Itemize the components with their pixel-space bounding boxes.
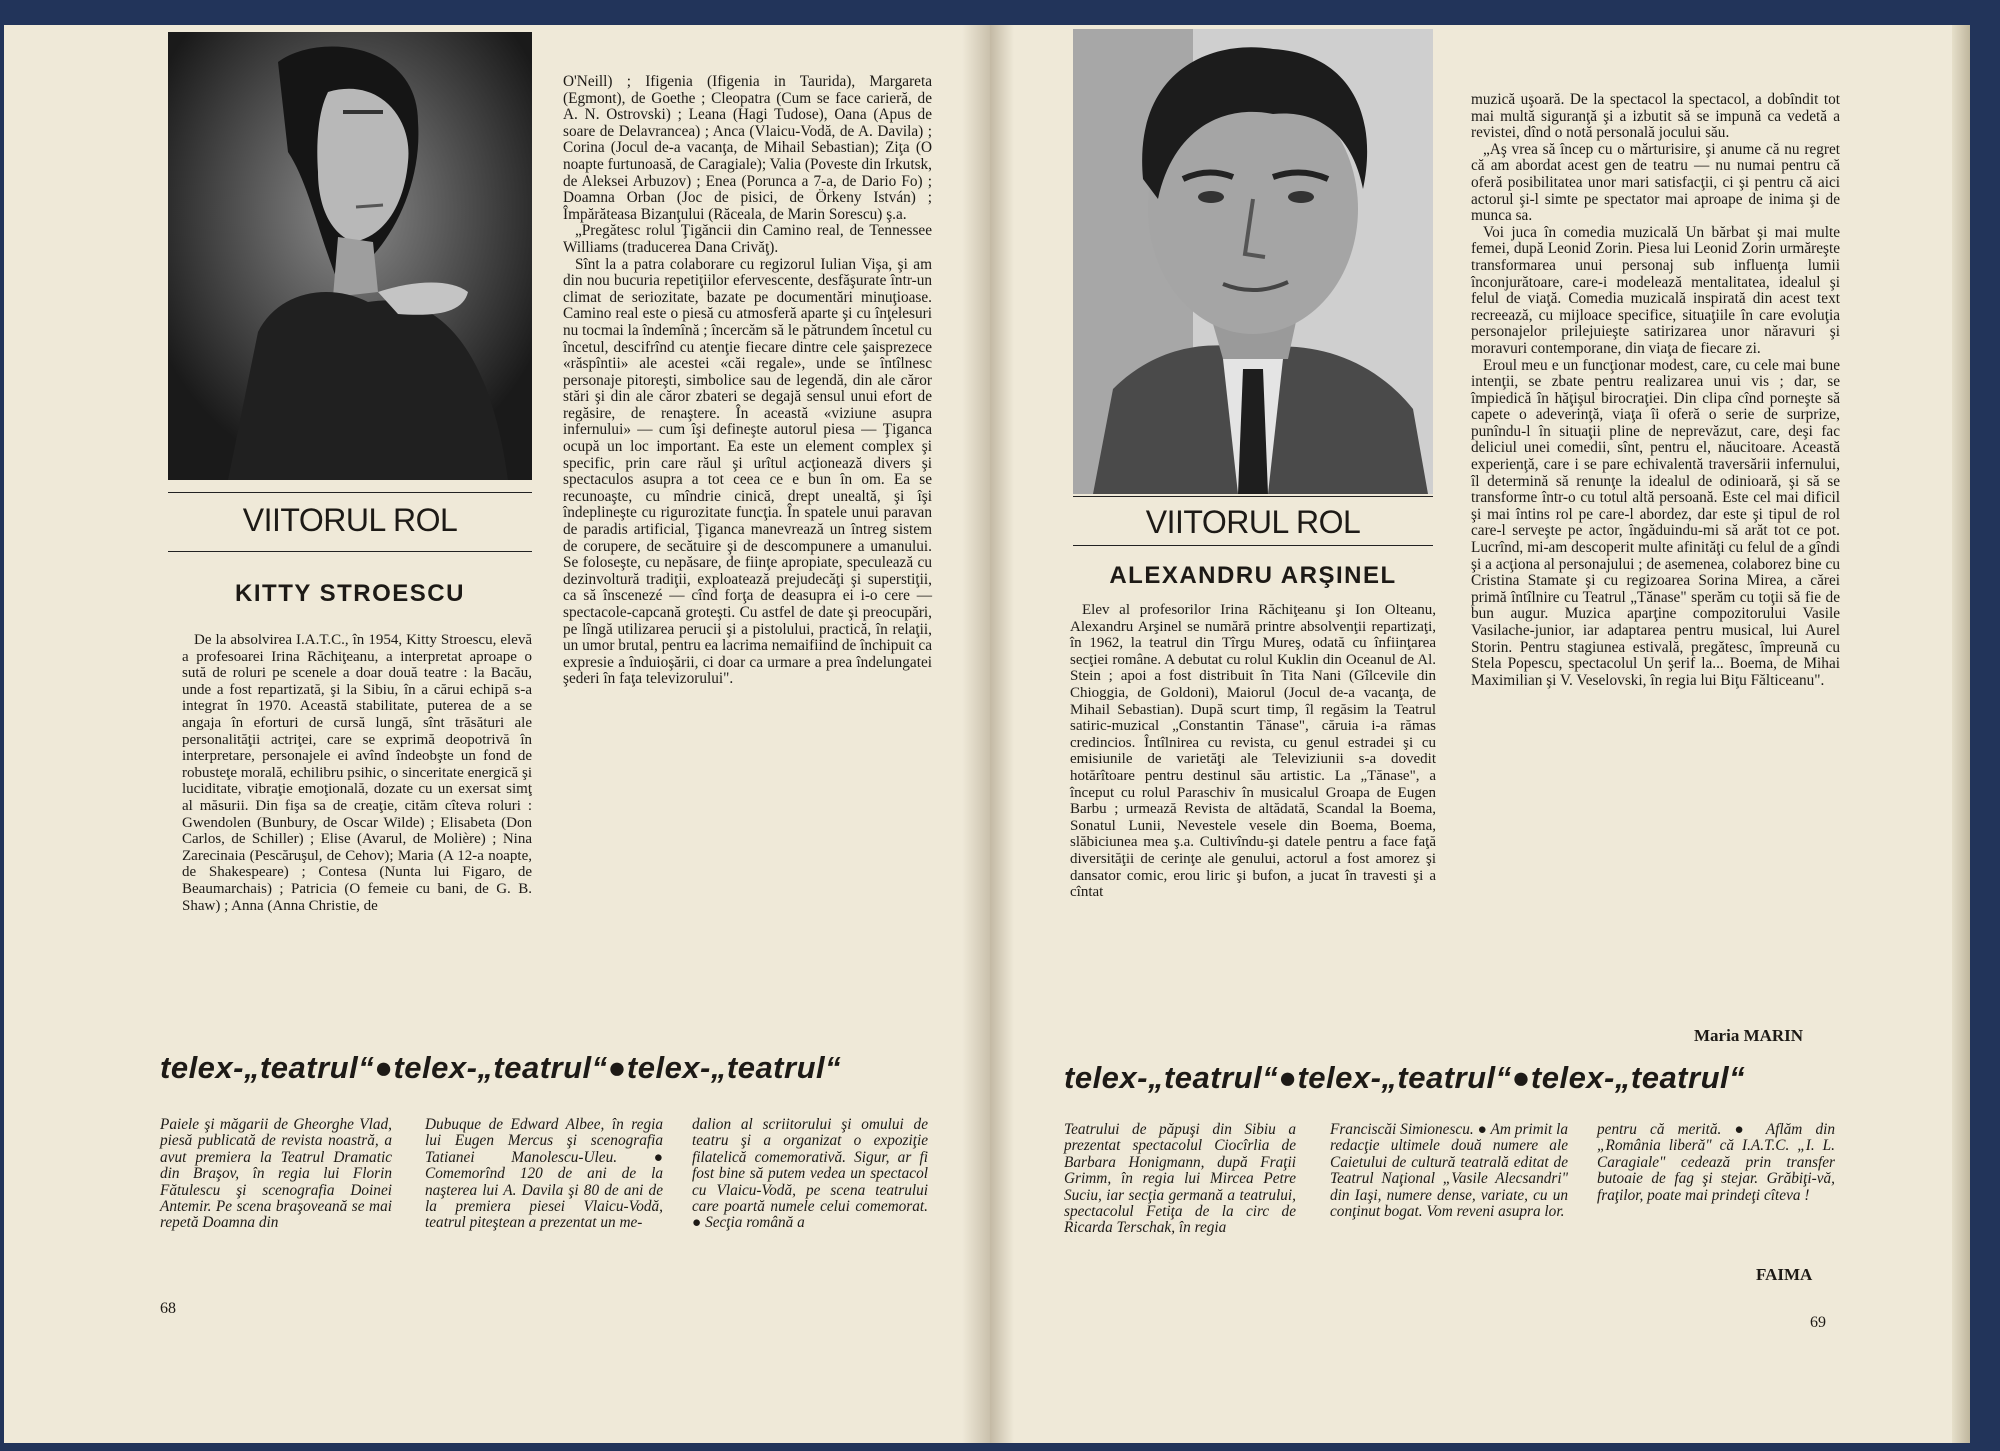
telex-column-2: Dubuque de Edward Albee, în regia lui Eugen Mercus şi scenografia Tatianei Manolescu-Uleu. ● Comemorînd 120 de ani de la naşterea lui A. Davila şi 80 de ani de la premiera piesei Vlaicu-Vodă, teatrul piteştean a prezentat un me- <box>425 1116 663 1232</box>
author-signature: Maria MARIN <box>1694 1026 1804 1045</box>
telex-column-3: dalion al scriitorului şi omului de teatru şi a organizat o expoziţie filatelică comemorativă. Sigur, ar fi fost bine să putem vedea un spectacol cu Vlaicu-Vodă, pe scena teatrului care poartă numele celui comemorat. ● Secţia română a <box>692 1116 928 1232</box>
actor-name: KITTY STROESCU <box>235 580 465 607</box>
section-title: VIITORUL ROL <box>242 502 458 538</box>
telex-column-2: Franciscăi Simionescu. ● Am primit la redacţie ultimele două numere ale Caietului de cultură teatrală editat de Teatrul Naţional „Vasile Alecsandri" din Iaşi, numere dense, variate, cu un conţinut bogat. Vom reveni asupra lor. <box>1330 1121 1568 1221</box>
actor-name: ALEXANDRU ARŞINEL <box>1109 562 1397 589</box>
book-gutter-shadow-right <box>990 25 1014 1443</box>
paragraph: Sînt la a patra colaborare cu regizorul Iulian Vişa, şi am din nou bucuria repetiţiilor efervescente, desfăşurate într-un climat de seriozitate, bazate pe documentări minuţioase. Camino real este o piesă cu atmosferă aparte şi cu înţelesuri nu tocmai la îndemînă ; încercăm să le pătrundem încetul cu încetul, descifrînd cu atenţie fiecare dintre cele şaisprezece «răspîntii» ale acestei «căi regale», unde se întîlnesc personaje pitoreşti, simbolice sau de legendă, din ale căror stări şi din ale căror zbateri se degajă sensul unui efort de regăsire, de renaştere. În această «viziune asupra infernului» — cum îşi defineşte autorul piesa — Ţiganca ocupă un loc important. Ea este un element complex şi specific, prin care răul şi urîtul acţionează divers şi spectaculos asupra a tot ceea ce e bun în om. Ea se recunoaşte, cu mîndrie cinică, drept unealtă, şi îşi îndeplineşte cu rigurozitate funcţia. În spatele unui paravan de paradis artificial, Ţiganca manevrează un întreg sistem de corupere, de secătuire şi de descompunere a umanului. Se foloseşte, cu nepăsare, de fiinţe apropiate, speculează cu dezinvoltură tradiţii, exploatează prejudecăţi şi superstiţii, ca să înscenezé — cînd forţa de deasupra ei i-o cere — spectacole-capcană groteşti. Cu astfel de date şi preocupări, pe lîngă utilizarea perucii şi a pistolului, practică, în relaţii, un umor brutal, pentru ea lacrima nemaifiind de închipuit ca expresie a înduioşării, ci doar ca urmare a prea îndelungatei şederi în faţa televizorului". <box>563 255 932 688</box>
photo-alexandru-arsinel <box>1073 29 1433 494</box>
article-column-1 <box>1070 602 1436 901</box>
divider-top <box>168 492 532 493</box>
article-column-2 <box>1471 92 1840 689</box>
paragraph: De la absolvirea I.A.T.C., în 1954, Kitty Stroescu, elevă a profesoarei Irina Răchiţeanu, a interpretat aproape o sută de roluri pe scenele a doar două teatre : la Bacău, unde a fost repartizată, şi la Sibiu, în a cărui echipă s-a integrat în 1970. Această stabilitate, puterea de a se angaja în eforturi de cursă lungă, sînt trăsături ale personalităţii actriţei, care se exprimă deopotrivă în interpretare, personajele ei avînd îndeobşte un fond de robusteţe morală, echilibru psihic, o sinceritate energică şi luciditate, vibraţie emoţională, dozate cu un exersat simţ al măsurii. Din fişa sa de creaţie, cităm cîteva roluri : Gwendolen (Bunbury, de Oscar Wilde) ; Elisabeta (Don Carlos, de Schiller) ; Elise (Avarul, de Molière) ; Nina Zarecinaia (Pescăruşul, de Cehov); Maria (A 12-a noapte, de Shakespeare) ; Contesa (Nunta lui Figaro, de Beaumarchais) ; Patricia (O femeie cu bani, de G. B. Shaw) ; Anna (Anna Christie, de <box>182 632 532 914</box>
telex-column-1: Paiele şi măgarii de Gheorghe Vlad, piesă publicată de revista noastră, a avut premiera la Teatrul Dramatic din Braşov, în regia lui Florin Fătulescu şi scenografia Doinei Antemir. Pe scena braşoveană se mai repetă Doamna din <box>160 1116 392 1232</box>
paragraph: Elev al profesorilor Irina Răchiţeanu şi Ion Olteanu, Alexandru Arşinel se numără printre absolvenţii repartizaţi, în 1962, la teatrul din Tîrgu Mureş, odată cu înfiinţarea secţiei române. A debutat cu rolul Kuklin din Oceanul de Al. Stein ; apoi a fost distribuit în Tita Nani (Gîlcevile din Chioggia, de Goldoni), Maiorul (Jocul de-a vacanţa, de Mihail Sebastian). După scurt timp, îl regăsim la Teatrul satiric-muzical „Constantin Tănase", căruia i-a rămas credincios. Întîlnirea cu revista, cu genul estradei şi cu emisiunile de varietăţi ale Televiziunii s-a dovedit hotărîtoare pentru destinul său artistic. La „Tănase", a început cu rolul Paraschiv în musicalul Groapa de Eugen Barbu ; urmează Revista de altădată, Scandal la Boema, Sonatul Lunii, Nevestele vesele din Boema, Boema, slăbiciunea mea ş.a. Cultivîndu-şi datele pentru a face faţă diversităţii de cerinţe ale genului, actorul a fost amorez şi dansator comic, erou liric şi bufon, a jucat în travesti şi a cîntat <box>1070 602 1436 901</box>
paragraph: muzică uşoară. De la spectacol la spectacol, a dobîndit tot mai multă siguranţă şi a izbutit să se impună ca vedetă a revistei, dînd o notă personală jocului său. <box>1471 91 1840 142</box>
article-column-2 <box>563 74 932 688</box>
photo-kitty-stroescu <box>168 32 532 480</box>
page-number: 68 <box>160 1300 176 1317</box>
telex-signature: FAIMA <box>1756 1265 1813 1284</box>
paragraph: Eroul meu e un funcţionar modest, care, cu cele mai bune intenţii, se zbate pentru realizarea unui vis ; dar, se împiedică în hăţişul birocraţiei. Din clipa cînd porneşte să capete o adeverinţă, viaţa îi oferă o serie de surprize, punîndu-l în situaţii pline de neprevăzut, care, deşi fac deliciul unei comedii, sînt, pentru el, năucitoare. Această experienţă, care i se pare echivalentă traversării infernului, îl determină să renunţe la idealul de odinioară, şi să se transforme într-o cu totul altă persoană. Este cel mai dificil şi mai întins rol pe care-l abordez, dar este şi tipul de rol care-l serveşte pe actor, îngăduindu-mi să arăt tot ce pot. Lucrînd, mi-am descoperit multe afinităţi cu felul de a gîndi şi a acţiona al personajului ; de asemenea, colaborez bine cu Cristina Stamate şi cu regizoarea Sorina Mirea, a cărei primă întîlnire cu Teatrul „Tănase" sperăm cu toţii să fie de bun augur. Muzica aparţine compozitorului Vasile Vasilache-junior, iar adaptarea pentru musical, lui Aurel Storin. Pentru stagiunea estivală, pregătesc, împreună cu Stela Popescu, spectacolul Un şerif la... Boema, de Mihai Maximilian şi V. Veselovski, în regia lui Biţu Fălticeanu". <box>1471 356 1840 689</box>
telex-banner: telex-„teatrul“●telex-„teatrul“●telex-„teatrul“ <box>1064 1060 1746 1095</box>
article-column-1 <box>182 632 532 914</box>
paragraph: O'Neill) ; Ifigenia (Ifigenia in Taurida), Margareta (Egmont), de Goethe ; Cleopatra (Cum se face carieră, de A. N. Ostrovski) ; Leana (Hagi Tudose), Oana (Apus de soare de Delavrancea) ; Anca (Vlaicu-Vodă, de A. Davila) ; Corina (Jocul de-a vacanţa, de Mihail Sebastian); Ziţa (O noapte furtunoasă, de Caragiale); Valia (Poveste din Irkutsk, de Aleksei Arbuzov) ; Enea (Porunca a 7-a, de Dario Fo) ; Doamna Orban (Joc de pisici, de Örkeny István) ; Împărăteasa Bizanţului (Răceala, de Marin Sorescu) ş.a. <box>563 73 932 223</box>
divider-bottom <box>1073 545 1433 546</box>
divider-top <box>1073 496 1433 497</box>
divider-bottom <box>168 551 532 552</box>
paragraph: „Pregătesc rolul Ţigăncii din Camino real, de Tennessee Williams (traducerea Dana Crivăţ). <box>563 222 932 256</box>
paragraph: Voi juca în comedia muzicală Un bărbat şi mai multe femei, după Leonid Zorin. Piesa lui Leonid Zorin urmăreşte transformarea unui personaj sub influenţa lumii înconjurătoare, care-i modelează mentalitatea, idealul şi felul de viaţă. Comedia muzicală inspirată din acest text recreează, cu mijloace specifice, situaţiile în care evoluţia personajelor prilejuieşte satirizarea unor năravuri şi moravuri contemporane, din viaţa de fiecare zi. <box>1471 223 1840 357</box>
book-gutter-shadow-left <box>962 25 992 1443</box>
section-title: VIITORUL ROL <box>1145 504 1361 540</box>
telex-column-1: Teatrului de păpuşi din Sibiu a prezentat spectacolul Ciocîrlia de Barbara Honigmann, după Fraţii Grimm, în regia lui Mircea Petre Suciu, iar secţia germană a teatrului, spectacolul Fetiţa de la circ de Ricarda Terschak, în regia <box>1064 1121 1296 1237</box>
telex-banner: telex-„teatrul“●telex-„teatrul“●telex-„teatrul“ <box>160 1050 842 1085</box>
paragraph: „Aş vrea să încep cu o mărturisire, şi anume că nu regret că am abordat acest gen de teatru — nu numai pentru că oferă posibilitatea unor mari satisfacţii, ci şi pentru că aici actorul şi-l simte pe spectator mai aproape de inima şi de munca sa. <box>1471 140 1840 225</box>
telex-column-3: pentru că merită. ● Aflăm din „România liberă" că I.A.T.C. „I. L. Caragiale" cedează prin transfer butoaie de fag şi stejar. Grăbiţi-vă, fraţilor, poate mai prindeţi cîteva ! <box>1597 1121 1835 1204</box>
page-edges <box>1952 25 1970 1443</box>
page-number: 69 <box>1810 1314 1826 1331</box>
